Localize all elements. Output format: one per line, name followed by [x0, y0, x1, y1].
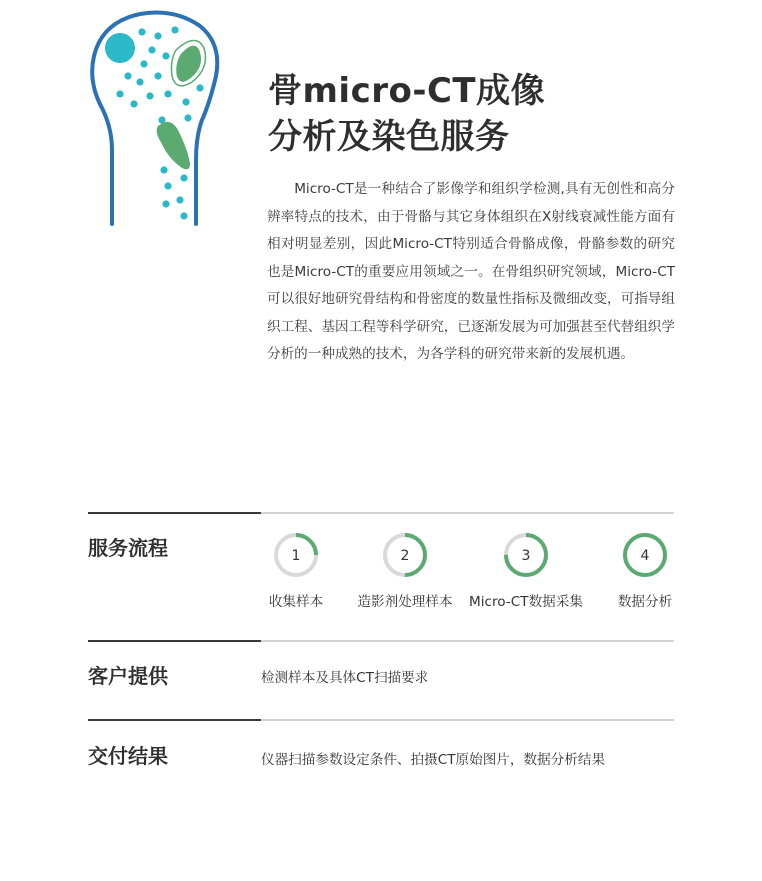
- step-label: 造影剂处理样本: [357, 594, 453, 610]
- process-step: [580, 532, 710, 610]
- large-cell: [105, 33, 135, 63]
- green-cell-bottom: [157, 122, 190, 169]
- section-label-process: 服务流程: [88, 536, 168, 560]
- step-progress-ring: [382, 532, 428, 578]
- section-divider-customer: [88, 640, 674, 642]
- step-number: 3: [521, 548, 531, 564]
- step-label: 收集样本: [268, 594, 324, 610]
- step-number: 1: [291, 548, 301, 564]
- step-label: 数据分析: [617, 594, 673, 610]
- page-title-line2: 分析及染色服务: [268, 117, 510, 157]
- section-divider-delivery: [88, 719, 674, 721]
- section-text-customer: 检测样本及具体CT扫描要求: [261, 670, 429, 686]
- step-number: 4: [640, 548, 650, 564]
- step-progress-ring: [273, 532, 319, 578]
- process-step: [340, 532, 470, 610]
- section-divider-process: [88, 512, 674, 514]
- section-label-delivery: 交付结果: [88, 744, 168, 768]
- section-text-delivery: 仪器扫描参数设定条件、拍摄CT原始图片，数据分析结果: [261, 752, 606, 768]
- step-label: Micro-CT数据采集: [469, 594, 583, 610]
- page-title: [268, 68, 545, 160]
- step-number: 2: [400, 548, 410, 564]
- step-progress-ring: [622, 532, 668, 578]
- section-label-customer: 客户提供: [88, 664, 168, 688]
- bone-illustration: [88, 10, 224, 226]
- intro-paragraph: Micro-CT是一种结合了影像学和组织学检测,具有无创性和高分辨率特点的技术，由于骨骼与其它身体组织在X射线衰减性能方面有相对明显差别，因此Micro-CT特别适合骨骼成像，骨骼参数的研究也是Micro-CT的重要应用领域之一。在骨组织研究领域，Micro-CT可以很好地研究骨结构和骨密度的数量性指标及微细改变，可指导组织工程、基因工程等科学研究，已逐渐发展为可加强甚至代替组织学分析的一种成熟的技术，为各学科的研究带来新的发展机遇。: [267, 181, 675, 362]
- step-progress-ring: [503, 532, 549, 578]
- process-step: [461, 532, 591, 610]
- page-title-line1: 骨micro-CT成像: [268, 71, 546, 111]
